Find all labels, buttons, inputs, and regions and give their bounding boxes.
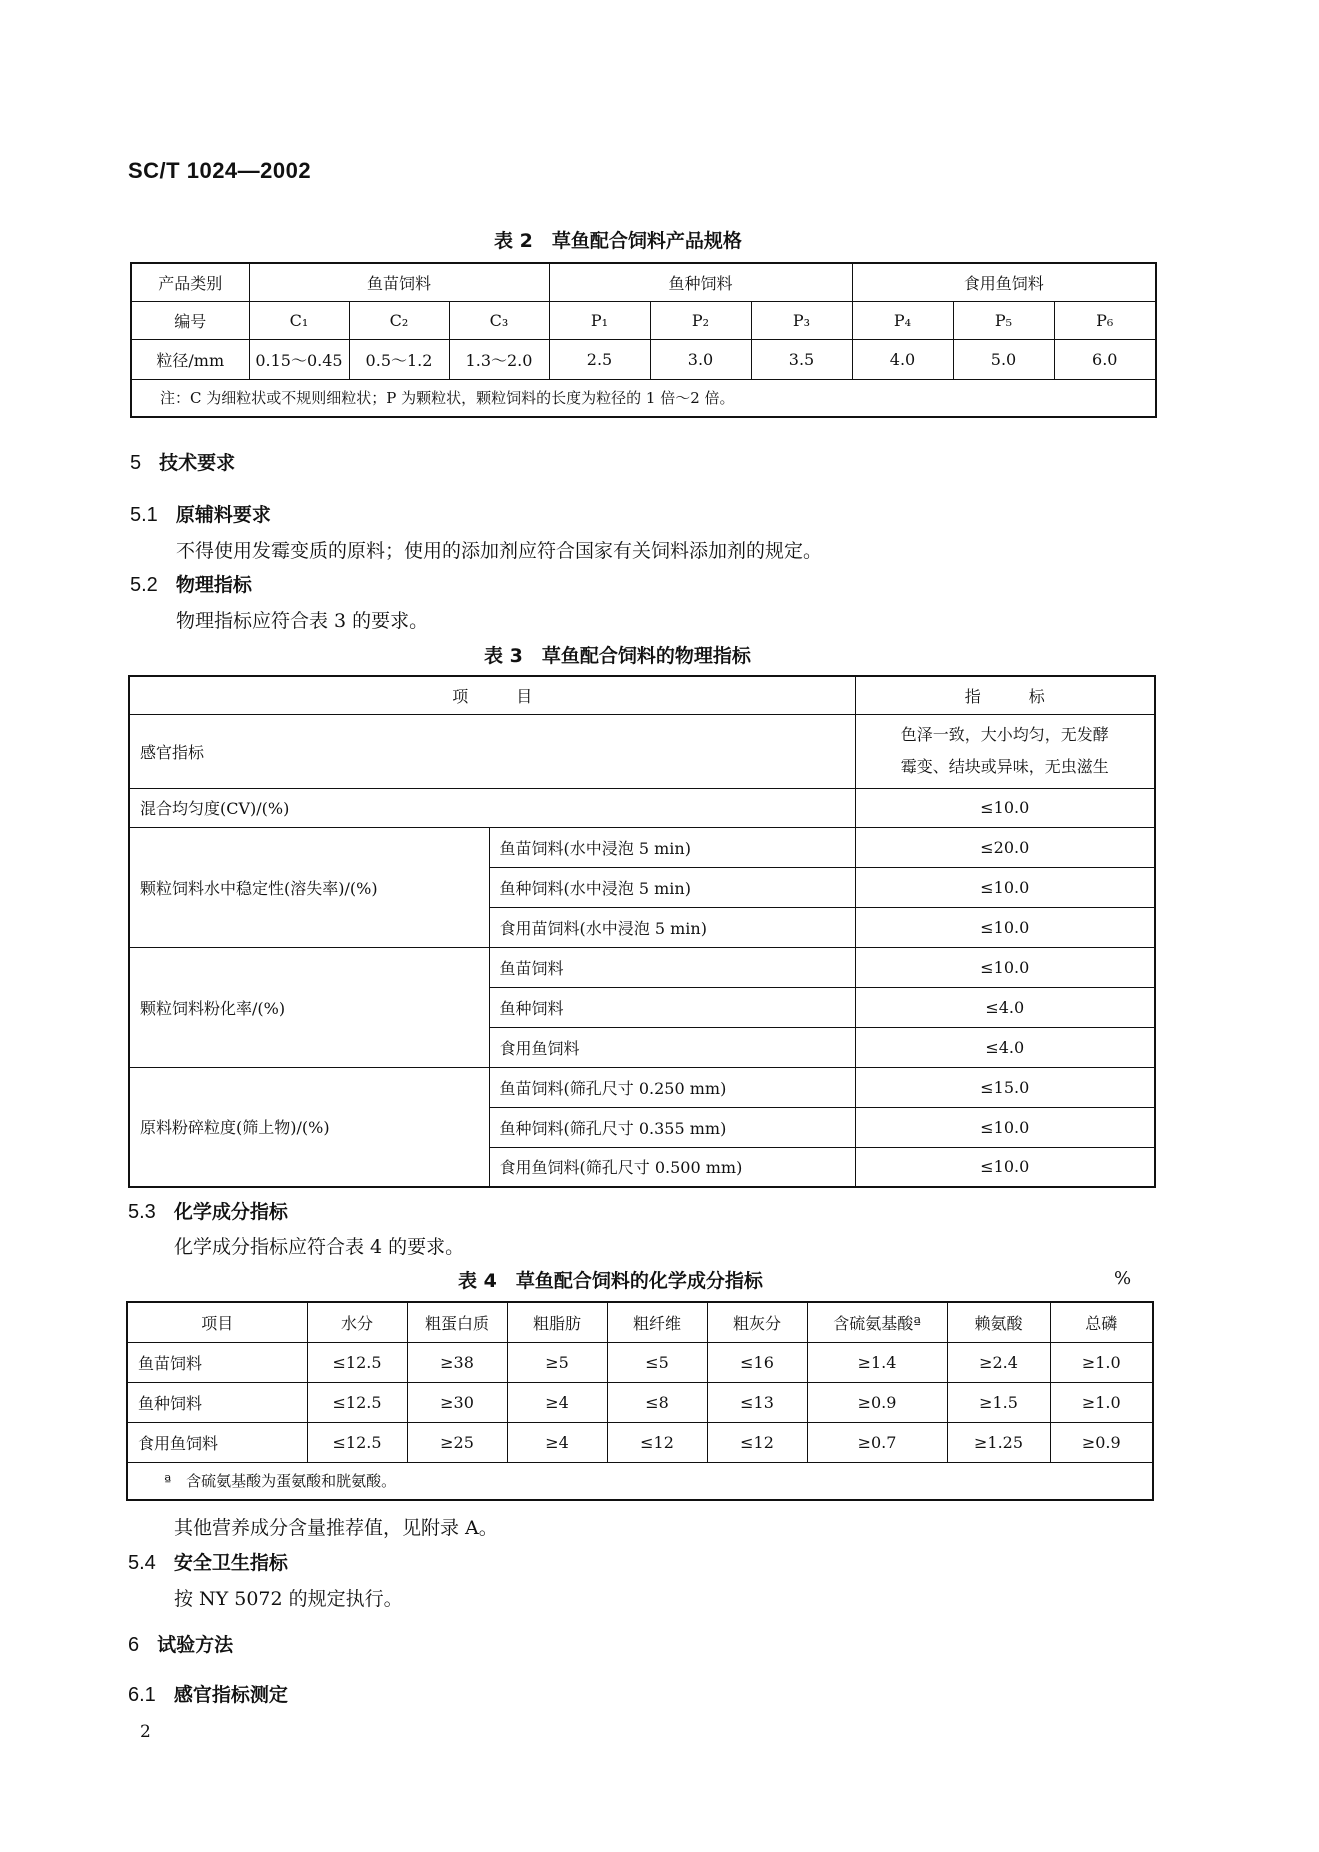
- section-title: 化学成分指标: [173, 1201, 288, 1223]
- table-cell: 5.0: [953, 339, 1054, 379]
- table-cell: C₂: [349, 301, 449, 339]
- section-number: 6: [128, 1634, 140, 1656]
- table-cell: 项目: [127, 1302, 307, 1342]
- table-cell: 混合均匀度(CV)/(%): [129, 788, 855, 827]
- table-cell: ≤10.0: [855, 788, 1155, 827]
- table-cell: ≤12.5: [307, 1422, 407, 1462]
- table-cell: 0.5～1.2: [349, 339, 449, 379]
- table-row: [129, 714, 1155, 788]
- table-cell: ≤10.0: [855, 947, 1155, 987]
- table-cell: [855, 714, 1155, 788]
- table-cell: 感官指标: [129, 714, 855, 788]
- table3-head-item: 项 目: [129, 676, 855, 714]
- table2: [130, 262, 1157, 418]
- section-number: 5.1: [130, 504, 158, 526]
- table-cell: 总磷: [1050, 1302, 1153, 1342]
- table-cell: 粗纤维: [607, 1302, 707, 1342]
- table-cell: 2.5: [549, 339, 650, 379]
- table2-caption: 表 2 草鱼配合饲料产品规格: [494, 230, 742, 252]
- table-cell: ≤10.0: [855, 867, 1155, 907]
- section-5-1-heading: [130, 500, 271, 527]
- table-cell: 编号: [131, 301, 249, 339]
- table-cell: 含硫氨基酸ª: [807, 1302, 947, 1342]
- table-cell: ≤4.0: [855, 987, 1155, 1027]
- table-cell: 鱼苗饲料: [249, 263, 549, 301]
- table-cell: ≥0.7: [807, 1422, 947, 1462]
- table-row: [127, 1382, 1153, 1422]
- table3: [128, 675, 1156, 1188]
- table-cell: ≤10.0: [855, 1147, 1155, 1187]
- table-cell: 鱼种饲料(水中浸泡 5 min): [489, 867, 855, 907]
- section-5-2-text: 物理指标应符合表 3 的要求。: [176, 610, 429, 632]
- table-cell: 鱼种饲料: [549, 263, 852, 301]
- table-cell: ≥1.25: [947, 1422, 1050, 1462]
- table4: [126, 1301, 1154, 1501]
- table-cell: 原料粉碎粒度(筛上物)/(%): [129, 1067, 489, 1187]
- table-cell: 粗灰分: [707, 1302, 807, 1342]
- table-cell: ≥4: [507, 1382, 607, 1422]
- table3-head-index: 指 标: [855, 676, 1155, 714]
- table-cell: 鱼苗饲料: [489, 947, 855, 987]
- table-cell: ≥1.0: [1050, 1342, 1153, 1382]
- table-cell: 食用苗饲料(水中浸泡 5 min): [489, 907, 855, 947]
- table-row: [131, 339, 1156, 379]
- table-cell: ≥0.9: [807, 1382, 947, 1422]
- section-5-heading: [130, 448, 235, 475]
- table-cell: ≤12.5: [307, 1382, 407, 1422]
- table-cell: ≤16: [707, 1342, 807, 1382]
- table-cell: P₂: [650, 301, 751, 339]
- section-5-1-text: 不得使用发霉变质的原料；使用的添加剂应符合国家有关饲料添加剂的规定。: [176, 540, 823, 562]
- table-cell: 水分: [307, 1302, 407, 1342]
- table-cell: ≥1.4: [807, 1342, 947, 1382]
- section-title: 物理指标: [175, 574, 252, 596]
- table-cell: 3.5: [751, 339, 852, 379]
- table-cell: 食用鱼饲料: [852, 263, 1156, 301]
- table-cell: 鱼苗饲料(筛孔尺寸 0.250 mm): [489, 1067, 855, 1107]
- table-row: [129, 827, 1155, 867]
- table-cell: C₃: [449, 301, 549, 339]
- section-5-4-heading: [128, 1548, 288, 1575]
- table-cell: 食用鱼饲料(筛孔尺寸 0.500 mm): [489, 1147, 855, 1187]
- table-cell: ≤15.0: [855, 1067, 1155, 1107]
- table-cell: ≥4: [507, 1422, 607, 1462]
- table-cell: ≥0.9: [1050, 1422, 1153, 1462]
- table-cell: 产品类别: [131, 263, 249, 301]
- section-title: 技术要求: [159, 452, 236, 474]
- after-table4-text: 其他营养成分含量推荐值，见附录 A。: [174, 1517, 498, 1539]
- table-row: [131, 263, 1156, 301]
- table-cell: ≤4.0: [855, 1027, 1155, 1067]
- section-number: 6.1: [128, 1684, 156, 1706]
- table-cell: 粗脂肪: [507, 1302, 607, 1342]
- table-cell: P₅: [953, 301, 1054, 339]
- table-cell: P₁: [549, 301, 650, 339]
- section-6-heading: [128, 1630, 233, 1657]
- section-5-3-heading: [128, 1197, 288, 1224]
- table-cell: ≥2.4: [947, 1342, 1050, 1382]
- table-cell: ≥38: [407, 1342, 507, 1382]
- section-title: 安全卫生指标: [173, 1552, 288, 1574]
- table-cell: ≥25: [407, 1422, 507, 1462]
- table2-note: 注：C 为细粒状或不规则细粒状；P 为颗粒状，颗粒饲料的长度为粒径的 1 倍～2 倍。: [131, 379, 1156, 417]
- table-row: [129, 676, 1155, 714]
- table-cell: ≤20.0: [855, 827, 1155, 867]
- table-cell: 0.15～0.45: [249, 339, 349, 379]
- table-cell: ≥30: [407, 1382, 507, 1422]
- table-cell: ≥1.0: [1050, 1382, 1153, 1422]
- table-cell: ≤12.5: [307, 1342, 407, 1382]
- table4-unit: %: [1114, 1268, 1132, 1289]
- table3-caption: 表 3 草鱼配合饲料的物理指标: [484, 645, 751, 667]
- table-row: [129, 947, 1155, 987]
- table-row: [127, 1422, 1153, 1462]
- sensory-value-line2: 霉变、结块或异味，无虫滋生: [900, 757, 1109, 776]
- table-cell: 6.0: [1054, 339, 1156, 379]
- table-cell: ≥5: [507, 1342, 607, 1382]
- section-title: 感官指标测定: [173, 1684, 288, 1706]
- table-cell: ≥1.5: [947, 1382, 1050, 1422]
- table-row: [129, 1067, 1155, 1107]
- table-row: [131, 301, 1156, 339]
- table-cell: 粗蛋白质: [407, 1302, 507, 1342]
- sensory-value-line1: 色泽一致，大小均匀，无发酵: [900, 725, 1109, 744]
- table-cell: ≤13: [707, 1382, 807, 1422]
- section-title: 试验方法: [157, 1634, 234, 1656]
- table-cell: ≤12: [707, 1422, 807, 1462]
- table-cell: 1.3～2.0: [449, 339, 549, 379]
- table-cell: ≤10.0: [855, 1107, 1155, 1147]
- table-cell: P₆: [1054, 301, 1156, 339]
- section-number: 5.3: [128, 1201, 156, 1223]
- table-cell: 颗粒饲料粉化率/(%): [129, 947, 489, 1067]
- table4-caption: 表 4 草鱼配合饲料的化学成分指标: [458, 1270, 763, 1292]
- table-row: [129, 788, 1155, 827]
- table-cell: 鱼苗饲料: [127, 1342, 307, 1382]
- section-5-2-heading: [130, 570, 252, 597]
- table-cell: 鱼苗饲料(水中浸泡 5 min): [489, 827, 855, 867]
- table-cell: ≤12: [607, 1422, 707, 1462]
- table-cell: 3.0: [650, 339, 751, 379]
- table-cell: P₄: [852, 301, 953, 339]
- table-cell: ≤8: [607, 1382, 707, 1422]
- table-cell: 食用鱼饲料: [127, 1422, 307, 1462]
- table4-footnote: ª 含硫氨基酸为蛋氨酸和胱氨酸。: [127, 1462, 1153, 1500]
- table-cell: 颗粒饲料水中稳定性(溶失率)/(%): [129, 827, 489, 947]
- table-row: [131, 379, 1156, 417]
- table-cell: 赖氨酸: [947, 1302, 1050, 1342]
- page-number: 2: [140, 1722, 151, 1742]
- table-row: [127, 1342, 1153, 1382]
- section-6-1-heading: [128, 1680, 288, 1707]
- section-5-4-text: 按 NY 5072 的规定执行。: [174, 1588, 403, 1610]
- table-cell: C₁: [249, 301, 349, 339]
- table-cell: 鱼种饲料: [489, 987, 855, 1027]
- section-number: 5.2: [130, 574, 158, 596]
- standard-code: SC/T 1024—2002: [128, 158, 312, 183]
- section-title: 原辅料要求: [175, 504, 271, 526]
- table-cell: 4.0: [852, 339, 953, 379]
- table-cell: P₃: [751, 301, 852, 339]
- table-cell: 食用鱼饲料: [489, 1027, 855, 1067]
- table-cell: 鱼种饲料(筛孔尺寸 0.355 mm): [489, 1107, 855, 1147]
- table-row: [127, 1302, 1153, 1342]
- table-row: [127, 1462, 1153, 1500]
- section-5-3-text: 化学成分指标应符合表 4 的要求。: [174, 1236, 465, 1258]
- table-cell: ≤10.0: [855, 907, 1155, 947]
- table-cell: ≤5: [607, 1342, 707, 1382]
- section-number: 5.4: [128, 1552, 156, 1574]
- table-cell: 粒径/mm: [131, 339, 249, 379]
- table-cell: 鱼种饲料: [127, 1382, 307, 1422]
- section-number: 5: [130, 452, 142, 474]
